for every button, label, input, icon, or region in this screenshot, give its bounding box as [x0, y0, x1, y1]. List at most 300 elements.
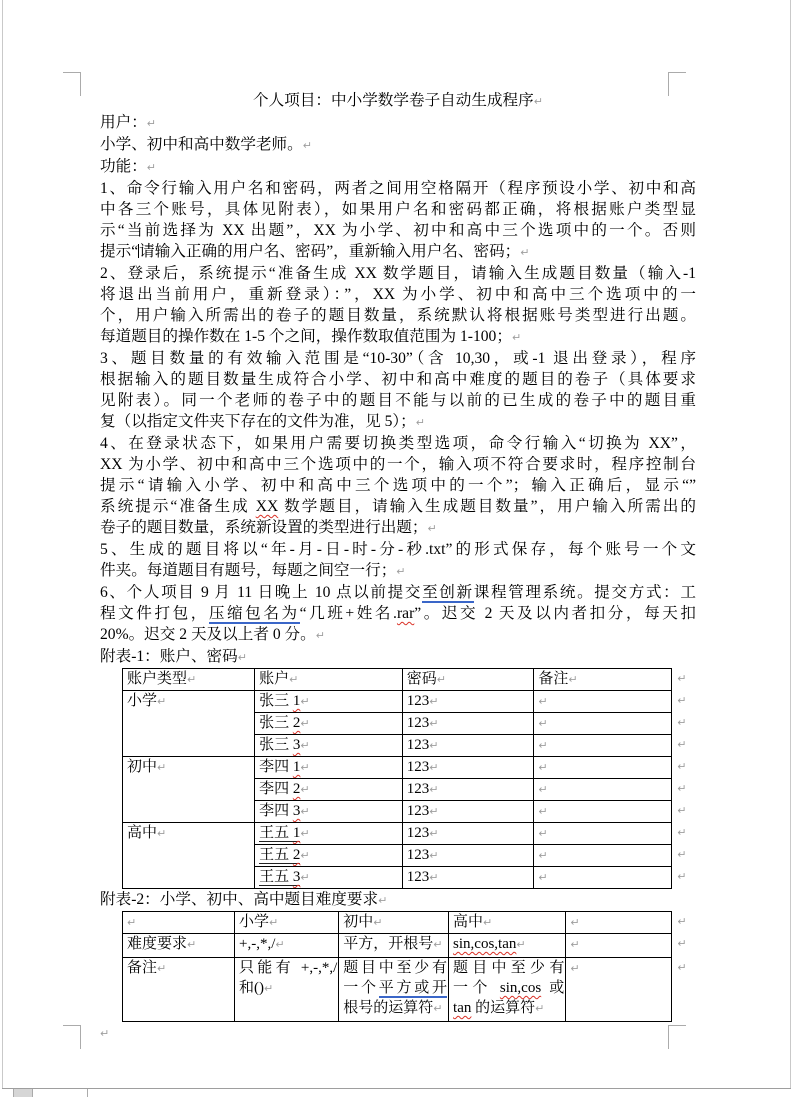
paragraph-mark-icon: ↵ [429, 761, 439, 774]
paragraph [100, 433, 696, 539]
paragraph-mark-icon: ↵ [538, 695, 548, 708]
table-cell [402, 801, 534, 823]
table-cell [339, 958, 449, 1022]
accounts-table [122, 668, 696, 889]
text-line [100, 326, 696, 348]
table-cell [123, 912, 235, 934]
text-run: 初中 [127, 759, 158, 775]
text-run: sin,cos,tan [453, 936, 517, 952]
text-run: rar [396, 605, 415, 622]
text-line [239, 978, 337, 999]
page-bottom-edge [2, 1088, 791, 1089]
text-run: tan [453, 1000, 472, 1016]
paragraph-mark-icon: ↵ [570, 962, 580, 975]
text-run: 卷子的题目数量，系统新设置的类型进行出题； [100, 519, 428, 536]
table-cell [449, 958, 566, 1022]
text-line [100, 433, 696, 454]
table-row [123, 669, 696, 691]
text-line [100, 284, 696, 305]
table-row [123, 934, 696, 958]
paragraph [100, 539, 696, 582]
paragraph-mark-icon: ↵ [187, 938, 197, 951]
text-run: 备注 [538, 671, 569, 687]
row-end-mark-icon: ↵ [677, 781, 687, 795]
text-line [100, 454, 696, 475]
text-line [343, 934, 447, 955]
text-line [453, 998, 564, 1019]
text-run: 123 [406, 715, 430, 731]
table-cell [339, 912, 449, 934]
paragraph-mark-icon: ↵ [483, 916, 493, 929]
paragraph-mark-icon: ↵ [157, 761, 167, 774]
table-cell [534, 801, 672, 823]
text-line [100, 411, 696, 433]
table-cell [123, 934, 235, 958]
table-cell [402, 779, 534, 801]
paragraph-mark-icon: ↵ [520, 246, 530, 259]
paragraph-mark-icon: ↵ [300, 783, 310, 796]
paragraph-mark-icon: ↵ [429, 717, 439, 730]
text-run: 高中 [127, 825, 158, 841]
text-run: 难度要求 [127, 936, 188, 952]
paragraph-mark-icon: ↵ [429, 827, 439, 840]
row-end-mark-icon: ↵ [677, 759, 687, 773]
text-run: 系统提示“准备生成 [100, 498, 256, 515]
table-cell [449, 934, 566, 958]
table-row [123, 691, 696, 713]
text-line [453, 912, 564, 933]
page-edge-right [790, 0, 791, 1088]
page-gap-tab [13, 1089, 33, 1097]
paragraph-mark-icon: ↵ [275, 938, 285, 951]
text-run: 李四 [259, 781, 293, 797]
text-line [538, 823, 670, 844]
text-line [259, 845, 401, 866]
text-line [100, 348, 696, 369]
paragraph-mark-icon: ↵ [538, 827, 548, 840]
paragraph-mark-icon: ↵ [146, 161, 157, 174]
table-cell [255, 801, 403, 823]
paragraph-mark-icon: ↵ [378, 894, 388, 907]
text-line [100, 90, 696, 112]
paragraph-mark-icon: ↵ [302, 139, 312, 152]
table-row [123, 823, 696, 845]
text-run: 初中 [343, 914, 374, 930]
paragraph-mark-icon: ↵ [300, 761, 310, 774]
paragraph-mark-icon: ↵ [429, 805, 439, 818]
paragraph-mark-icon: ↵ [568, 673, 578, 686]
paragraph-mark-icon: ↵ [289, 673, 299, 686]
text-run: 1 [292, 759, 301, 775]
paragraph [100, 348, 696, 433]
paragraph [100, 156, 696, 178]
text-line [538, 867, 670, 888]
text-run: 课程管理系统。提交方式：工 [473, 584, 696, 601]
table-cell [534, 691, 672, 713]
document-text-area [100, 90, 696, 1044]
paragraph-mark-icon: ↵ [538, 783, 548, 796]
text-line [570, 934, 670, 955]
text-line [538, 757, 670, 778]
paragraph [100, 889, 696, 911]
paragraph [100, 1022, 696, 1044]
row-end-mark-icon: ↵ [677, 737, 687, 751]
text-line [127, 934, 233, 955]
paragraph-mark-icon: ↵ [315, 629, 325, 642]
table-cell [534, 735, 672, 757]
text-line [538, 735, 670, 756]
text-run: 3 [292, 869, 301, 885]
paragraph-mark-icon: ↵ [127, 916, 137, 929]
text-line [453, 934, 564, 955]
text-line [127, 823, 253, 844]
text-line [100, 305, 696, 326]
text-line [259, 823, 401, 844]
text-line [100, 220, 696, 241]
text-line [100, 369, 696, 390]
text-run: 见附表）。同一个老师的卷子中的题目不能与以前的已生成的卷子中的题目重 [100, 392, 696, 409]
table-cell [255, 735, 403, 757]
paragraph-mark-icon: ↵ [157, 695, 167, 708]
text-run: 一个 [453, 980, 500, 996]
text-line [538, 845, 670, 866]
text-run: 1 [292, 693, 301, 709]
paragraph-mark-icon: ↵ [396, 565, 406, 578]
text-line [407, 735, 533, 756]
table-cell [123, 823, 255, 889]
table-cell [255, 845, 403, 867]
paragraph-mark-icon: ↵ [538, 739, 548, 752]
paragraph-mark-icon: ↵ [300, 717, 310, 730]
table-cell [255, 757, 403, 779]
paragraph-mark-icon: ↵ [570, 916, 580, 929]
paragraph-mark-icon: ↵ [415, 416, 425, 429]
text-run: 密码 [406, 671, 437, 687]
table-cell [235, 934, 339, 958]
text-run: 李四 [259, 759, 293, 775]
paragraph-mark-icon: ↵ [570, 938, 580, 951]
text-run: 提示“ [100, 243, 139, 260]
text-run: 复（以指定文件夹下存在的文件为准，见 5）； [100, 413, 416, 430]
text-run: 1 [292, 825, 301, 841]
text-run: 张三 [259, 737, 293, 753]
text-line [453, 978, 564, 998]
text-line [100, 560, 696, 582]
paragraph-mark-icon: ↵ [100, 1027, 110, 1040]
text-run: XX 为小学、初中和高中三个选项中的一个，输入项不符合要求时，程序控制台 [100, 456, 696, 473]
text-run: 只能有 +,-,*,/ [239, 960, 338, 976]
paragraph [100, 263, 696, 348]
difficulty-table [122, 911, 696, 1022]
text-run: 2、登录后，系统提示“准备生成 XX 数学题目，请输入生成题目数量（输入-1 [100, 265, 696, 282]
text-line [407, 779, 533, 800]
text-line [239, 934, 337, 955]
text-line [100, 646, 696, 668]
paragraph-mark-icon: ↵ [429, 871, 439, 884]
text-run: 压缩包名为 [208, 605, 300, 622]
table-cell [534, 845, 672, 867]
text-run: 个人项目：中小学数学卷子自动生成程序 [253, 92, 534, 109]
text-line [407, 713, 533, 734]
text-line [407, 691, 533, 712]
paragraph-mark-icon: ↵ [511, 331, 522, 344]
table-cell [123, 691, 255, 757]
text-line [259, 669, 401, 690]
text-line [407, 867, 533, 888]
text-line [127, 757, 253, 778]
text-run: 件夹。每道题目有题号，每题之间空一行； [100, 562, 397, 579]
text-run: 王五 [259, 869, 293, 885]
text-run: 2 [292, 781, 301, 797]
text-run: “几班+姓名. [299, 605, 397, 622]
text-line [407, 757, 533, 778]
table-cell [402, 867, 534, 889]
paragraph-mark-icon: ↵ [157, 962, 167, 975]
table-cell [402, 757, 534, 779]
paragraph-mark-icon: ↵ [300, 739, 310, 752]
text-run: 123 [406, 759, 430, 775]
text-line [538, 691, 670, 712]
text-line [100, 475, 696, 496]
table-cell [534, 779, 672, 801]
text-run: 高中 [453, 914, 484, 930]
paragraph-mark-icon: ↵ [429, 695, 439, 708]
text-run: 的运算符 [471, 1000, 536, 1016]
row-end-mark-icon: ↵ [677, 671, 687, 685]
table-cell [123, 669, 255, 691]
text-run: 2 [292, 847, 301, 863]
paragraph-mark-icon: ↵ [436, 673, 446, 686]
text-run: 账户 [259, 671, 290, 687]
text-line [100, 199, 696, 220]
table-cell [566, 958, 672, 1022]
text-run: 123 [406, 737, 430, 753]
table-cell [255, 867, 403, 889]
paragraph-mark-icon: ↵ [187, 673, 197, 686]
text-run: 小学 [239, 914, 270, 930]
text-run: 20%。迟交 2 天及以上者 0 分。 [100, 626, 316, 643]
text-run: 用户： [100, 114, 147, 131]
table-cell [566, 912, 672, 934]
text-line [127, 958, 233, 979]
paragraph-mark-icon: ↵ [538, 761, 548, 774]
text-line [259, 713, 401, 734]
text-run: 数学题目，请输入生成题目数量”，用户输入所需出的 [278, 498, 696, 515]
table-cell [402, 845, 534, 867]
text-run: 2 [292, 715, 301, 731]
paragraph-mark-icon: ↵ [429, 783, 439, 796]
table-cell [339, 934, 449, 958]
text-line [259, 735, 401, 756]
paragraph-mark-icon: ↵ [533, 95, 543, 108]
text-line [538, 801, 670, 822]
margin-mark-bottom-left-icon [63, 1025, 81, 1049]
table-cell [402, 669, 534, 691]
paragraph-mark-icon: ↵ [157, 827, 167, 840]
row-end-mark-icon: ↵ [677, 803, 687, 817]
table-cell [123, 757, 255, 823]
text-run: 123 [406, 693, 430, 709]
text-line [407, 823, 533, 844]
row-end-mark-icon: ↵ [677, 693, 687, 707]
text-line [570, 958, 670, 979]
text-line [100, 134, 696, 156]
text-run: sin,cos [499, 980, 542, 996]
text-run: 一个 [343, 980, 379, 996]
paragraph-mark-icon: ↵ [264, 982, 274, 995]
text-line [100, 112, 696, 134]
text-line [259, 757, 401, 778]
paragraph-mark-icon: ↵ [237, 651, 247, 664]
paragraph-mark-icon: ↵ [429, 849, 439, 862]
paragraph-mark-icon: ↵ [300, 805, 310, 818]
text-line [453, 958, 564, 978]
table-cell [255, 823, 403, 845]
text-line [100, 496, 696, 517]
paragraph [100, 112, 696, 134]
paragraph-mark-icon: ↵ [538, 849, 548, 862]
text-run: 李四 [259, 803, 293, 819]
text-line [127, 912, 233, 933]
text-run: 小学 [127, 693, 158, 709]
text-line [100, 1022, 696, 1044]
table-cell [235, 912, 339, 934]
text-run: 备注 [127, 960, 158, 976]
table-cell [534, 867, 672, 889]
text-line [127, 691, 253, 712]
text-line [100, 582, 696, 603]
text-run: 个，用户输入所需出的卷子的题目数量，系统默认将根据账号类型进行出题。 [100, 307, 696, 324]
text-line [127, 669, 253, 690]
document-title [100, 90, 696, 112]
table-cell [534, 823, 672, 845]
text-line [100, 390, 696, 411]
text-line [407, 801, 533, 822]
text-run: 题目中至少有 [343, 960, 448, 976]
text-run: 中各三个账号，具体见附表），如果用户名和密码都正确，将根据账户类型显 [100, 201, 696, 218]
paragraph-mark-icon: ↵ [300, 827, 310, 840]
paragraph-mark-icon: ↵ [300, 695, 310, 708]
text-line [100, 178, 696, 199]
text-run: 根号的运算符 [343, 1000, 434, 1016]
text-run: XX [255, 498, 279, 515]
text-line [100, 889, 696, 911]
text-line [259, 801, 401, 822]
text-run: 平方或开 [378, 980, 448, 996]
text-run: 程文件打包， [100, 605, 209, 622]
paragraph-mark-icon: ↵ [373, 916, 383, 929]
text-line [538, 713, 670, 734]
text-run: 123 [406, 869, 430, 885]
text-run: ”。迟交 2 天及以内者扣分，每天扣 [414, 605, 696, 622]
text-run: 示“当前选择为 XX 出题”，XX 为小学、初中和高中三个选项中的一个。否则 [100, 222, 696, 239]
paragraph-mark-icon: ↵ [538, 805, 548, 818]
table-row [123, 958, 696, 1022]
table-cell [402, 713, 534, 735]
text-run: 附表-2：小学、初中、高中题目难度要求 [100, 891, 379, 908]
text-run: 附表-1：账户、密码 [100, 648, 238, 665]
table-row [123, 912, 696, 934]
paragraph [100, 134, 696, 156]
text-run: 题目中至少有 [453, 960, 565, 976]
text-run: 请输入正确的用户名、密码”，重新输入用户名、密码； [139, 243, 521, 260]
table-row [123, 757, 696, 779]
text-line [259, 867, 401, 888]
text-run: 5、生成的题目将以“年-月-日-时-分-秒.txt”的形式保存，每个账号一个文 [100, 541, 696, 558]
text-run: 张三 [259, 693, 293, 709]
text-run: 123 [406, 847, 430, 863]
text-line [407, 845, 533, 866]
text-run: 6、个人项目 9 月 11 日晚上 10 点以前提交 [100, 584, 423, 601]
row-end-mark-icon: ↵ [677, 847, 687, 861]
paragraph-mark-icon: ↵ [516, 938, 526, 951]
text-run: 根据输入的题目数量生成符合小学、初中和高中难度的题目的卷子（具体要求 [100, 371, 696, 388]
row-end-mark-icon: ↵ [677, 936, 687, 950]
text-line [343, 912, 447, 933]
paragraph-mark-icon: ↵ [269, 916, 279, 929]
paragraph [100, 582, 696, 646]
row-end-mark-icon: ↵ [677, 869, 687, 883]
text-line [407, 669, 533, 690]
text-line [343, 958, 447, 978]
table-cell [402, 823, 534, 845]
text-line [239, 912, 337, 933]
text-run: 功能： [100, 158, 147, 175]
text-line [538, 669, 670, 690]
text-run: 3、题目数量的有效输入范围是“10-30”（含 10,30，或-1 退出登录），程序 [100, 350, 696, 367]
text-line [343, 998, 447, 1019]
text-run: 4、在登录状态下，如果用户需要切换类型选项，命令行输入“切换为 XX”， [100, 435, 696, 452]
paragraph-mark-icon: ↵ [146, 117, 157, 130]
table-cell [534, 669, 672, 691]
text-run: 至创新 [422, 584, 474, 601]
page-gap-tick [87, 1089, 88, 1097]
text-run: 平方，开根号 [343, 936, 434, 952]
row-end-mark-icon: ↵ [677, 825, 687, 839]
table-cell [123, 958, 235, 1022]
paragraph-mark-icon: ↵ [433, 1002, 443, 1015]
text-run: 或 [541, 980, 565, 996]
text-line [570, 912, 670, 933]
text-run: 123 [406, 803, 430, 819]
table-cell [235, 958, 339, 1022]
paragraph-mark-icon: ↵ [300, 849, 310, 862]
text-line [100, 539, 696, 560]
text-run: 小学、初中和高中数学老师。 [100, 136, 303, 153]
table-cell [402, 735, 534, 757]
text-run: 每道题目的操作数在 1-5 个之间，操作数取值范围为 1-100； [100, 328, 512, 345]
text-run: +,-,*,/ [239, 936, 276, 952]
text-run: 3 [292, 737, 301, 753]
paragraph-mark-icon: ↵ [429, 739, 439, 752]
paragraph [100, 178, 696, 263]
text-line [100, 517, 696, 539]
table-cell [402, 691, 534, 713]
text-line [239, 958, 337, 978]
table-cell [534, 757, 672, 779]
margin-mark-top-left-icon [63, 72, 81, 96]
text-line [100, 241, 696, 263]
text-run: 123 [406, 781, 430, 797]
text-line [100, 156, 696, 178]
paragraph-mark-icon: ↵ [538, 871, 548, 884]
text-line [343, 978, 447, 998]
table-cell [255, 713, 403, 735]
text-line [100, 624, 696, 646]
table-cell [566, 934, 672, 958]
paragraph-mark-icon: ↵ [433, 938, 443, 951]
row-end-mark-icon: ↵ [677, 960, 687, 974]
